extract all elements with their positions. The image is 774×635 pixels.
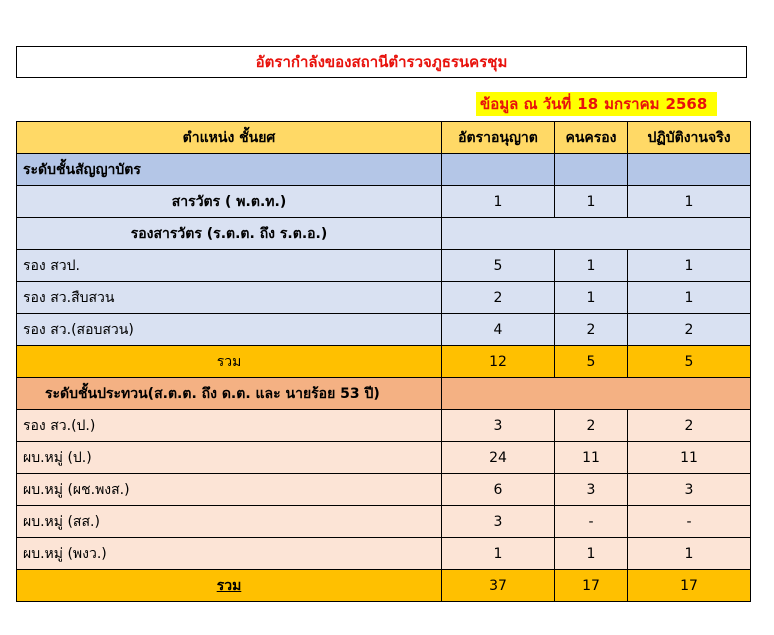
total-allowed: 12 xyxy=(442,346,555,378)
table-row xyxy=(17,218,751,250)
table-header-row xyxy=(17,122,751,154)
row-label: สารวัตร ( พ.ต.ท.) xyxy=(17,186,442,218)
cell-actual: 2 xyxy=(628,410,751,442)
total-holding: 5 xyxy=(555,346,628,378)
cell-actual: 1 xyxy=(628,282,751,314)
table-row xyxy=(17,442,751,474)
cell-actual: 1 xyxy=(628,538,751,570)
cell-allowed: 5 xyxy=(442,250,555,282)
table-row xyxy=(17,506,751,538)
cell-holding: 1 xyxy=(555,538,628,570)
section-noncommissioned-label: ระดับชั้นประทวน(ส.ต.ต. ถึง ด.ต. และ นายร้อย 53 ปี) xyxy=(17,378,442,410)
header-allowed: อัตราอนุญาต xyxy=(442,122,555,154)
section-commissioned-row xyxy=(17,154,751,186)
cell-allowed: 6 xyxy=(442,474,555,506)
cell-holding: - xyxy=(555,506,628,538)
cell-allowed: 4 xyxy=(442,314,555,346)
table-row xyxy=(17,410,751,442)
date-day: 18 xyxy=(577,95,599,113)
total-actual: 17 xyxy=(628,570,751,602)
row-label: รอง สว.สืบสวน xyxy=(17,282,442,314)
section-commissioned-total-row xyxy=(17,346,751,378)
cell-allowed: 1 xyxy=(442,538,555,570)
total-holding: 17 xyxy=(555,570,628,602)
row-label: รอง สว.(ป.) xyxy=(17,410,442,442)
cell-holding: 2 xyxy=(555,314,628,346)
section-noncommissioned-total-row xyxy=(17,570,751,602)
table-row xyxy=(17,474,751,506)
total-label: รวม xyxy=(17,346,442,378)
cell-holding: 1 xyxy=(555,186,628,218)
row-label: ผบ.หมู่ (พงว.) xyxy=(17,538,442,570)
header-holding: คนครอง xyxy=(555,122,628,154)
total-allowed: 37 xyxy=(442,570,555,602)
data-date xyxy=(476,92,717,116)
section-commissioned-label: ระดับชั้นสัญญาบัตร xyxy=(17,154,442,186)
staffing-table xyxy=(16,121,751,602)
row-label: ผบ.หมู่ (ป.) xyxy=(17,442,442,474)
date-month: มกราคม xyxy=(604,95,660,113)
cell-allowed: 3 xyxy=(442,410,555,442)
cell-allowed: 24 xyxy=(442,442,555,474)
section-noncommissioned-row xyxy=(17,378,751,410)
header-position: ตำแหน่ง ชั้นยศ xyxy=(17,122,442,154)
row-label: ผบ.หมู่ (ผช.พงส.) xyxy=(17,474,442,506)
cell-allowed: 1 xyxy=(442,186,555,218)
cell-actual: - xyxy=(628,506,751,538)
table-row xyxy=(17,186,751,218)
row-label: รอง สวป. xyxy=(17,250,442,282)
header-actual: ปฏิบัติงานจริง xyxy=(628,122,751,154)
cell-actual: 3 xyxy=(628,474,751,506)
deputy-heading: รองสารวัตร (ร.ต.ต. ถึง ร.ต.อ.) xyxy=(17,218,442,250)
cell-actual: 1 xyxy=(628,250,751,282)
cell-holding: 1 xyxy=(555,250,628,282)
cell-allowed: 3 xyxy=(442,506,555,538)
table-row xyxy=(17,282,751,314)
row-label: ผบ.หมู่ (สส.) xyxy=(17,506,442,538)
total-actual: 5 xyxy=(628,346,751,378)
cell-holding: 1 xyxy=(555,282,628,314)
table-row xyxy=(17,314,751,346)
cell-holding: 3 xyxy=(555,474,628,506)
table-row xyxy=(17,538,751,570)
cell-actual: 2 xyxy=(628,314,751,346)
row-label: รอง สว.(สอบสวน) xyxy=(17,314,442,346)
page-title: อัตรากำลังของสถานีตำรวจภูธรนครชุม xyxy=(16,46,747,78)
cell-allowed: 2 xyxy=(442,282,555,314)
date-prefix: ข้อมูล ณ วันที่ xyxy=(480,95,572,113)
cell-holding: 11 xyxy=(555,442,628,474)
table-row xyxy=(17,250,751,282)
cell-actual: 11 xyxy=(628,442,751,474)
date-year: 2568 xyxy=(665,95,708,113)
cell-actual: 1 xyxy=(628,186,751,218)
total-label: รวม xyxy=(216,577,242,594)
cell-holding: 2 xyxy=(555,410,628,442)
